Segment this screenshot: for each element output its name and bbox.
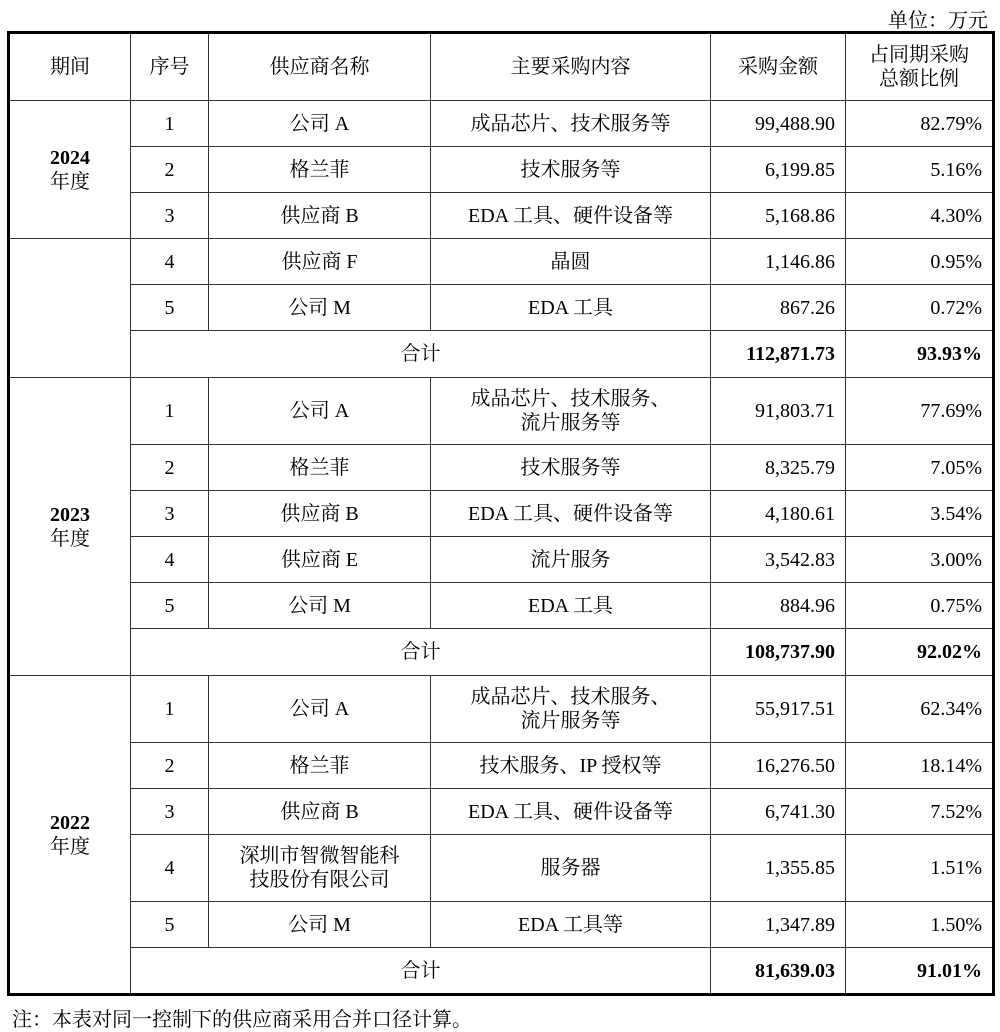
- purchase-content: [431, 789, 711, 835]
- purchase-amount: 1,355.85: [711, 835, 846, 902]
- table-row: [9, 193, 994, 239]
- total-label: 合计: [131, 331, 711, 378]
- purchase-pct: 7.05%: [846, 445, 994, 491]
- supplier-name-line: 公司 M: [288, 594, 351, 617]
- period-year: 2024: [50, 146, 90, 169]
- row-number: 1: [131, 101, 209, 147]
- period-suffix: 年度: [50, 835, 90, 858]
- purchase-content-line: EDA 工具、硬件设备等: [468, 502, 673, 525]
- supplier-name: [209, 491, 431, 537]
- total-row: [9, 629, 994, 676]
- purchase-content: [431, 193, 711, 239]
- total-row: [9, 331, 994, 378]
- row-number: 1: [131, 378, 209, 445]
- supplier-name-line: 深圳市智微智能科: [239, 845, 400, 867]
- row-number: 4: [131, 239, 209, 285]
- table-row: [9, 676, 994, 743]
- supplier-name: [209, 583, 431, 629]
- purchase-content: [431, 743, 711, 789]
- period-suffix: 年度: [50, 527, 90, 550]
- purchase-amount: 6,741.30: [711, 789, 846, 835]
- purchase-content-line: 技术服务等: [520, 158, 621, 181]
- table-row: [9, 378, 994, 445]
- purchase-amount: 91,803.71: [711, 378, 846, 445]
- total-amount: 81,639.03: [711, 948, 846, 995]
- period-cell-empty: [9, 239, 131, 378]
- header-pct: [846, 33, 994, 101]
- table-row: [9, 743, 994, 789]
- purchase-pct: 0.75%: [846, 583, 994, 629]
- purchase-content-line: EDA 工具: [528, 594, 613, 617]
- purchase-content-line: 流片服务: [530, 548, 611, 571]
- row-number: 5: [131, 285, 209, 331]
- purchase-content-line: 成品芯片、技术服务、: [470, 686, 671, 708]
- supplier-name: [209, 902, 431, 948]
- supplier-name: [209, 743, 431, 789]
- purchase-amount: 99,488.90: [711, 101, 846, 147]
- supplier-name-line: 公司 A: [289, 698, 350, 720]
- purchase-amount: 1,146.86: [711, 239, 846, 285]
- top-suppliers-table: [7, 31, 995, 996]
- row-number: 2: [131, 147, 209, 193]
- table-row: [9, 147, 994, 193]
- period-suffix: 年度: [50, 170, 90, 193]
- purchase-content-line: 晶圆: [550, 250, 591, 273]
- purchase-content: [431, 676, 711, 743]
- row-number: 3: [131, 789, 209, 835]
- purchase-pct: 7.52%: [846, 789, 994, 835]
- supplier-name: [209, 101, 431, 147]
- header-supplier: 供应商名称: [209, 33, 431, 101]
- purchase-amount: 3,542.83: [711, 537, 846, 583]
- period-year: 2023: [50, 503, 90, 526]
- supplier-name: [209, 835, 431, 902]
- supplier-name: [209, 537, 431, 583]
- row-number: 4: [131, 537, 209, 583]
- supplier-name: [209, 445, 431, 491]
- purchase-pct: 0.72%: [846, 285, 994, 331]
- supplier-name-line: 供应商 F: [281, 250, 358, 273]
- header-pct-line: 占同期采购: [869, 44, 969, 66]
- purchase-content: [431, 445, 711, 491]
- supplier-name-line: 供应商 B: [280, 502, 359, 525]
- purchase-pct: 62.34%: [846, 676, 994, 743]
- total-label: 合计: [131, 948, 711, 995]
- purchase-content-line: 技术服务、IP 授权等: [479, 754, 662, 777]
- table-row: [9, 789, 994, 835]
- supplier-name-line: 格兰菲: [289, 456, 350, 479]
- purchase-content-line: 成品芯片、技术服务等: [470, 112, 671, 135]
- purchase-pct: 0.95%: [846, 239, 994, 285]
- purchase-content: [431, 902, 711, 948]
- supplier-name: [209, 193, 431, 239]
- period-cell: [9, 676, 131, 995]
- supplier-name-line: 公司 A: [289, 400, 350, 422]
- purchase-content-line: EDA 工具: [528, 296, 613, 319]
- supplier-name-line: 公司 A: [289, 112, 350, 135]
- header-row: [9, 33, 994, 101]
- row-number: 2: [131, 743, 209, 789]
- supplier-name-line: 格兰菲: [289, 754, 350, 777]
- purchase-amount: 5,168.86: [711, 193, 846, 239]
- row-number: 5: [131, 583, 209, 629]
- table-row: [9, 101, 994, 147]
- table-row: [9, 285, 994, 331]
- purchase-amount: 8,325.79: [711, 445, 846, 491]
- row-number: 3: [131, 193, 209, 239]
- purchase-content-line: EDA 工具、硬件设备等: [468, 800, 673, 823]
- purchase-content: [431, 285, 711, 331]
- table-row: [9, 491, 994, 537]
- purchase-content: [431, 835, 711, 902]
- purchase-amount: 16,276.50: [711, 743, 846, 789]
- supplier-name-line: 公司 M: [288, 913, 351, 936]
- purchase-content: [431, 147, 711, 193]
- table-row: [9, 239, 994, 285]
- row-number: 5: [131, 902, 209, 948]
- header-amount: 采购金额: [711, 33, 846, 101]
- total-amount: 108,737.90: [711, 629, 846, 676]
- purchase-pct: 82.79%: [846, 101, 994, 147]
- purchase-content: [431, 583, 711, 629]
- supplier-name-line: 技股份有限公司: [249, 869, 390, 891]
- total-label: 合计: [131, 629, 711, 676]
- total-pct: 93.93%: [846, 331, 994, 378]
- row-number: 4: [131, 835, 209, 902]
- purchase-content: [431, 239, 711, 285]
- row-number: 3: [131, 491, 209, 537]
- purchase-pct: 4.30%: [846, 193, 994, 239]
- period-cell: [9, 101, 131, 239]
- supplier-name: [209, 239, 431, 285]
- purchase-amount: 1,347.89: [711, 902, 846, 948]
- table-row: [9, 583, 994, 629]
- supplier-name: [209, 676, 431, 743]
- purchase-amount: 55,917.51: [711, 676, 846, 743]
- unit-label: 单位：万元: [888, 10, 988, 32]
- row-number: 2: [131, 445, 209, 491]
- purchase-pct: 1.50%: [846, 902, 994, 948]
- purchase-amount: 4,180.61: [711, 491, 846, 537]
- total-pct: 92.02%: [846, 629, 994, 676]
- table-row: [9, 537, 994, 583]
- footnote: 注：本表对同一控制下的供应商采用合并口径计算。: [12, 1009, 472, 1031]
- purchase-pct: 3.00%: [846, 537, 994, 583]
- row-number: 1: [131, 676, 209, 743]
- supplier-name: [209, 789, 431, 835]
- header-period: 期间: [9, 33, 131, 101]
- table-row: [9, 835, 994, 902]
- supplier-name: [209, 285, 431, 331]
- purchase-content-line: EDA 工具、硬件设备等: [468, 204, 673, 227]
- table-row: [9, 445, 994, 491]
- header-content: 主要采购内容: [431, 33, 711, 101]
- purchase-content-line: 流片服务等: [520, 710, 621, 732]
- purchase-amount: 867.26: [711, 285, 846, 331]
- total-amount: 112,871.73: [711, 331, 846, 378]
- purchase-content-line: 服务器: [540, 857, 601, 879]
- supplier-name-line: 供应商 B: [280, 800, 359, 823]
- purchase-pct: 5.16%: [846, 147, 994, 193]
- supplier-name: [209, 378, 431, 445]
- supplier-name-line: 格兰菲: [289, 158, 350, 181]
- purchase-amount: 6,199.85: [711, 147, 846, 193]
- supplier-name-line: 供应商 B: [280, 204, 359, 227]
- purchase-amount: 884.96: [711, 583, 846, 629]
- purchase-content: [431, 101, 711, 147]
- purchase-content: [431, 378, 711, 445]
- total-row: [9, 948, 994, 995]
- table-row: [9, 902, 994, 948]
- purchase-content-line: EDA 工具等: [518, 913, 623, 936]
- supplier-name-line: 公司 M: [288, 296, 351, 319]
- header-no: 序号: [131, 33, 209, 101]
- header-pct-line: 总额比例: [879, 68, 959, 90]
- purchase-pct: 1.51%: [846, 835, 994, 902]
- period-cell: [9, 378, 131, 676]
- supplier-name: [209, 147, 431, 193]
- purchase-content: [431, 491, 711, 537]
- purchase-pct: 18.14%: [846, 743, 994, 789]
- purchase-content-line: 技术服务等: [520, 456, 621, 479]
- total-pct: 91.01%: [846, 948, 994, 995]
- purchase-pct: 77.69%: [846, 378, 994, 445]
- purchase-pct: 3.54%: [846, 491, 994, 537]
- purchase-content-line: 流片服务等: [520, 412, 621, 434]
- purchase-content: [431, 537, 711, 583]
- supplier-name-line: 供应商 E: [280, 548, 359, 571]
- purchase-content-line: 成品芯片、技术服务、: [470, 388, 671, 410]
- period-year: 2022: [50, 811, 90, 834]
